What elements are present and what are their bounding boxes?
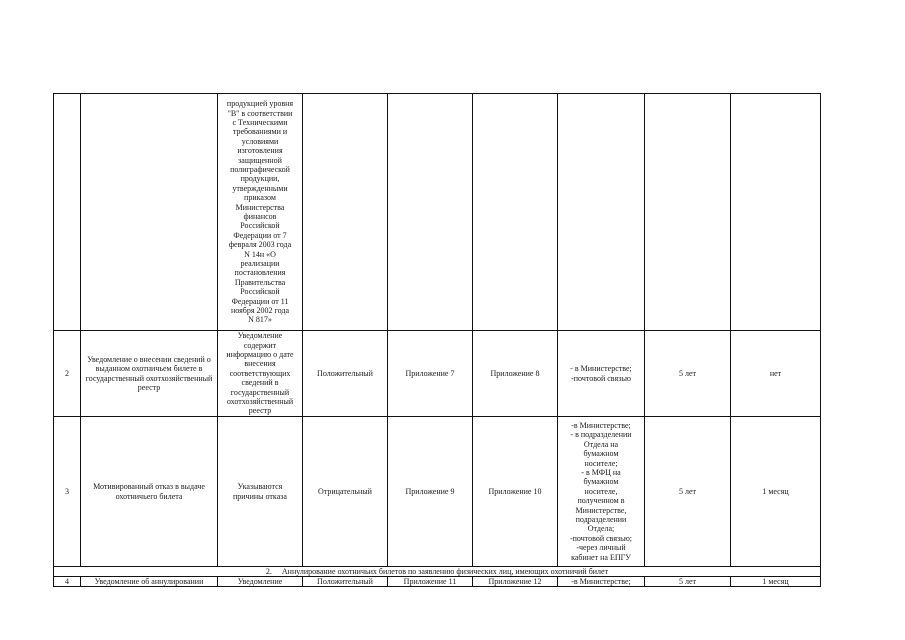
text-line: продукции, [240,174,280,184]
text-line: продукцией уровня [226,99,294,109]
row-number: 4 [54,577,81,587]
text-line: с Техническими [232,117,288,127]
text-line: - в подразделении [570,430,632,440]
sample-reference: Приложение 8 [473,331,558,417]
section-title [54,567,821,577]
text-line: защищенной [238,155,282,165]
text-line: Уведомление [237,331,283,341]
text-line: полученном в [577,496,625,506]
text-line: -через личный [576,543,626,553]
text-line: реестр [248,406,272,416]
form-reference: Приложение 9 [388,417,473,567]
text-line: Российской [240,287,280,297]
table-row-continuation [54,94,821,331]
text-line: кабинет на ЕПГУ [571,552,631,562]
cell-method [558,94,645,331]
text-line: носителе; [584,458,618,468]
text-line: Отдела; [587,524,615,534]
mfc-storage-term: нет [731,331,821,417]
result-type: Положительный [303,331,388,417]
text-line: -почтовой связью; [569,533,633,543]
text-line: Федерации от 11 [231,296,289,306]
text-line: внесения [244,359,276,369]
document-content: Уведомление [218,577,303,587]
text-line: подразделении [575,515,627,525]
text-line: Правительства [234,277,286,287]
section-header-row [54,567,821,577]
text-line: - в МФЦ на [581,467,621,477]
result-type: Положительный [303,577,388,587]
text-line: реализации [240,259,280,269]
text-line: носителе, [584,486,618,496]
text-line: полиграфической [230,164,290,174]
delivery-method [558,417,645,567]
storage-term: 5 лет [645,331,731,417]
row-number: 2 [54,331,81,417]
text-line: Отдела на [583,439,619,449]
text-line: - в Министерстве; [570,364,632,374]
form-reference: Приложение 7 [388,331,473,417]
text-line: изготовления [237,146,283,156]
section-number: 2. [265,567,272,576]
text-line: Министерстве, [575,505,627,515]
text-line: ноября 2002 года [230,306,290,316]
text-line: соответствующих [229,368,291,378]
cell-mfc-storage [731,94,821,331]
results-table [53,93,821,587]
document-name: Мотивированный отказ в выдаче охотничьего билета [81,417,218,567]
text-line: приказом [244,193,276,203]
table-row [54,331,821,417]
text-line: условиями [241,136,279,146]
form-reference: Приложение 11 [388,577,473,587]
text-line: утвержденными [232,183,288,193]
delivery-method [558,331,645,417]
text-line: -почтовой связью [571,373,631,383]
cell-num [54,94,81,331]
section-title-text: Аннулирование охотничьих билетов по заявлению физических лиц, имеющих охотничий билет [281,567,609,576]
text-line: сведений в [241,378,279,388]
text-line: причины отказа [233,491,287,501]
text-line: финансов [243,212,277,221]
result-type: Отрицательный [303,417,388,567]
text-line: охотхозяйственный [226,397,294,407]
text-line: информацию о дате [226,349,294,359]
mfc-storage-term: 1 месяц [731,577,821,587]
table-row [54,577,821,587]
text-line: N 14н «О [244,249,276,259]
text-line: содержит [243,340,277,350]
text-line: февраля 2003 года [228,240,292,250]
text-line: "В" в соответствии [227,108,293,118]
text-line: -в Министерстве; [571,420,631,430]
text-line: Российской [240,221,280,231]
document-name: Уведомление об аннулировании [81,577,218,587]
row-number: 3 [54,417,81,567]
text-line: N 817» [248,315,272,325]
delivery-method: -в Министерстве; [558,577,645,587]
cell-content [218,94,303,331]
text-line: Федерации от 7 [233,230,287,240]
cell-type [303,94,388,331]
text-line: бумажном [583,449,619,459]
storage-term: 5 лет [645,417,731,567]
sample-reference: Приложение 12 [473,577,558,587]
mfc-storage-term: 1 месяц [731,417,821,567]
storage-term: 5 лет [645,577,731,587]
text-line: бумажном [583,477,619,487]
text-line: государственный [230,387,290,397]
text-line: Министерства [235,202,285,212]
cell-form [388,94,473,331]
sample-reference: Приложение 10 [473,417,558,567]
document-content [218,417,303,567]
cell-storage [645,94,731,331]
text-line: требованиями и [232,127,288,137]
cell-name [81,94,218,331]
document-name: Уведомление о внесении сведений о выданном охотничьем билете в государственный охотхозяйственный реестр [81,331,218,417]
cell-sample [473,94,558,331]
document-content [218,331,303,417]
text-line: Указываются [237,482,283,492]
text-line: постановления [234,268,286,278]
table-row [54,417,821,567]
